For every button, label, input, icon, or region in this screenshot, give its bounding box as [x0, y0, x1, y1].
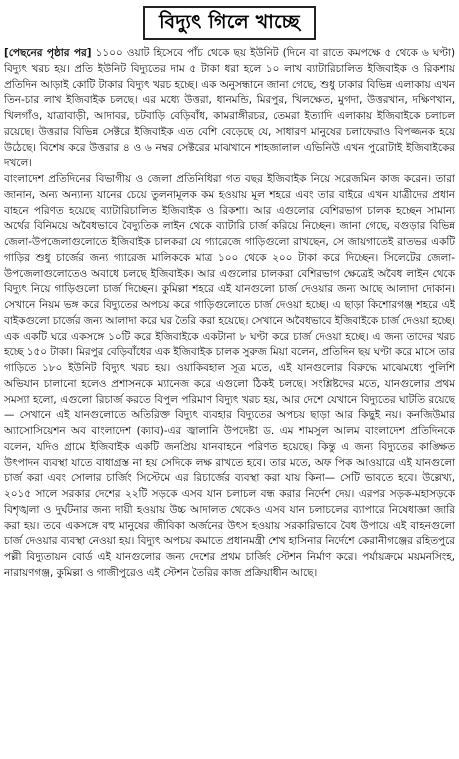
continuation-label: [পেছনের পৃষ্ঠার পর]	[4, 47, 92, 59]
headline-container	[0, 6, 459, 40]
article-paragraph-1	[4, 46, 455, 172]
article-paragraph-2: বাংলাদেশ প্রতিদিনের বিভাগীয় ও জেলা প্রতিনিধিরা গত বছর ইজিবাইক নিয়ে সরেজমিন কাজ করেন। তারা জানান, অন্য অন্যান্য যানের চেয়ে তুলনামূলক কম হওয়ায় মূল শহরে এবং তার বাইরে এখন যাত্রীদের প্রধান বাহনে পরিণত হয়েছে ব্যাটারিচালিত ইজিবাইক ও রিকশা। আর এগুলোর বেশিরভাগ চালক হচ্ছেন সামান্য অর্থের বিনিময়ে অবৈধভাবে বৈদ্যুতিক লাইন থেকে ব্যাটারি চার্জ করিয়ে নিচ্ছেন। জানা গেছে, বগুড়ার বিভিন্ন জেলা-উপজেলাগুলোতে ইজিবাইক চালকরা যে গ্যারেজে গাড়িগুলো রাখছেন, সে জায়গাতেই রাতভর একটি গাড়ির শুধু চার্জের জন্য গ্যারেজ মালিককে মাত্র ১০০ থেকে ২০০ টাকা করে দিচ্ছেন। সিলেটের জেলা-উপজেলাগুলোতেও অবাধে চলছে ইজিবাইক। আর এগুলোর চালকরা বেশিরভাগ ক্ষেত্রেই অবৈধ লাইন থেকে বিদ্যুৎ নিয়ে গাড়িগুলো চার্জ দিচ্ছেন। কুমিল্লা শহরে এই যানগুলো চার্জ দেওয়ার জন্য আছে আলাদা দোকান। সেখানে নিয়ম ভঙ্গ করে বিদ্যুতের অপচয় করে গাড়িগুলোতে চার্জ দেওয়া হচ্ছে। এ ছাড়া কিশোরগঞ্জ শহরে এই বাইকগুলো চার্জের জন্য আলাদা করে ঘর তৈরি করা হয়েছে। সেখানে অবৈধভাবে ইজিবাইকে চার্জ দেওয়া হচ্ছে। এক একটি ঘরে একসঙ্গে ১০টি করে ইজিবাইকে একটানা ৮ ঘণ্টা করে চার্জ দেওয়া হচ্ছে। এ জন্য তাদের খরচ হচ্ছে ১৫০ টাকা। মিরপুর বেড়িবাঁধের এক ইজিবাইক চালক সুরুজ মিয়া বলেন, প্রতিদিন ছয় ঘণ্টা করে মাসে তার গাড়িতে ১৮০ ইউনিট বিদ্যুৎ খরচ হয়। ওয়াকিবহাল সূত্র মতে, এই যানগুলোর বিরুদ্ধে মাঝেমধ্যে পুলিশি অভিযান চালানো হলেও প্রশাসনকে ম্যানেজ করে এগুলো ঠিকই চলছে। সংশ্লিষ্টদের মতে, যানগুলোর প্রথম সমস্যা হলো, এগুলো রিচার্জ করতে বিপুল পরিমাণ বিদ্যুৎ খরচ হয়, আর দেশে যেখানে বিদ্যুতের ঘাটতি রয়েছে— সেখানে এই যানগুলোতে অতিরিক্ত বিদ্যুৎ ব্যবহার বিদ্যুতের অপচয় ছাড়া আর কিছুই নয়। কনজিউমার অ্যাসোসিয়েশন অব বাংলাদেশ (ক্যাব)-এর জ্বালানি উপদেষ্টা ড. এম শামসুল আলম বাংলাদেশ প্রতিদিনকে বলেন, যদিও গ্রামে ইজিবাইক একটি জনপ্রিয় যানবাহনে পরিণত হয়েছে। কিন্তু এ জন্য বিদ্যুতের কাঙ্ক্ষিত উৎপাদন ব্যবস্থা যাতে বাধাগ্রস্ত না হয় সেদিকে লক্ষ রাখতে হবে। তার মতে, অফ পিক আওয়ারে এই যানগুলো চার্জ করা এবং সোলার চার্জিং সিস্টেমে এর রিচার্জের ব্যবস্থা করা যায় কিনা— সেটি ভাবতে হবে। উল্লেখ্য, ২০১৫ সালে সরকার দেশের ২২টি সড়কে এসব যান চলাচল বন্ধ করার নির্দেশ দেয়। এরপর সড়ক-মহাসড়কে বিশৃঙ্খলা ও দুর্ঘটনার জন্য দায়ী হওয়ায় উচ্চ আদালত থেকেও এসব যান চলাচলের ব্যাপারে নিষেধাজ্ঞা জারি করা হয়। তবে একসঙ্গে বহু মানুষের জীবিকা অর্জনের উৎস হওয়ায় সরকারিভাবে বৈধ উপায়ে এই বাহনগুলো চার্জ দেওয়ার ব্যবস্থা নেওয়া হয়। বিদ্যুৎ অপচয় কমাতে প্রধানমন্ত্রী শেখ হাসিনার নির্দেশে কেরানীগঞ্জের রহিতপুরে পল্লী বিদ্যুতায়ন বোর্ড এই যানগুলোর জন্য দেশের প্রথম চার্জিং স্টেশন নির্মাণ করে। পর্যায়ক্রমে ময়মনসিংহ, নারায়ণগঞ্জ, কুমিল্লা ও গাজীপুরেও এই স্টেশন তৈরির কাজ প্রক্রিয়াধীন আছে।	[4, 173, 455, 579]
headline: বিদ্যুৎ গিলে খাচ্ছে	[143, 6, 316, 40]
paragraph-1-text: ১১০০ ওয়াট হিসেবে পাঁচ থেকে ছয় ইউনিট (দিনে বা রাতে কমপক্ষে ৫ থেকে ৬ ঘণ্টা) বিদ্যুৎ খরচ হয়। প্রতি ইউনিট বিদ্যুতের দাম ৫ টাকা ধরা হলে ১০ লাখ ব্যাটারিচালিত ইজিবাইক ও রিকশায় প্রতিদিন আড়াই কোটি টাকার বিদ্যুৎ খরচ হচ্ছে। এক অনুসন্ধানে জানা গেছে, শুধু ঢাকার বিভিন্ন এলাকায় এখন তিন-চার লাখ ইজিবাইক চলছে। এর মধ্যে উত্তরা, ধানমন্ডি, মিরপুর, খিলক্ষেত, মুগদা, উত্তরখান, দক্ষিণখান, খিলগাঁও, যাত্রাবাড়ী, আদাবর, চটবাড়ি বেড়িবাঁধ, কামরাঙ্গীরচর, তেমরা ইত্যাদি এলাকায় ইজিবাইকে চলাচল রয়েছে। উত্তরার বিভিন্ন সেক্টরে ইজিবাইক এত বেশি বেড়েছে যে, সাধারণ মানুষের চলাফেরাও বিপজ্জনক হয়ে উঠেছে। বিশেষ করে উত্তরার ৪ ও ৬ নম্বর সেক্টরের মাঝখানে শাহজালাল এভিনিউ এখন পুরোটাই ইজিবাইকের দখলে।	[4, 47, 455, 170]
article-body	[4, 46, 455, 752]
